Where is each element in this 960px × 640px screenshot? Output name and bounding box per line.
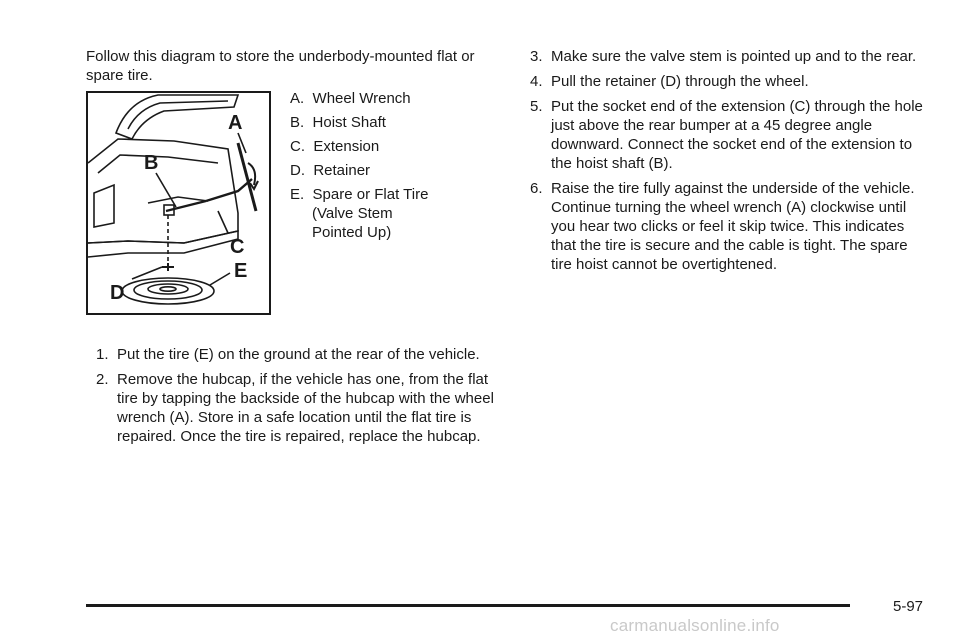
- callout-a: A: [228, 112, 243, 134]
- vehicle-body: [88, 139, 238, 243]
- steps-left: [96, 345, 496, 452]
- callout-line-e: [210, 273, 230, 285]
- callout-d: D: [110, 282, 125, 304]
- legend-item: D. Retainer: [290, 162, 371, 179]
- page-number: 5-97: [893, 598, 924, 615]
- intro-text: Follow this diagram to store the underbody-mounted flat or spare tire.: [86, 48, 475, 84]
- step-item: 4. Pull the retainer (D) through the wheel.: [530, 73, 809, 90]
- legend-item: C. Extension: [290, 138, 380, 155]
- callout-line-d: [132, 267, 162, 279]
- legend-wrap-line: Pointed Up): [312, 224, 392, 241]
- retainer: [162, 263, 174, 271]
- legend-item: E. Spare or Flat Tire (Valve Stem Pointed Up): [290, 185, 500, 242]
- spare-tire-diagram: [86, 91, 271, 315]
- step-item: 1. Put the tire (E) on the ground at the rear of the vehicle.: [96, 346, 480, 363]
- legend-item: B. Hoist Shaft: [290, 114, 386, 131]
- watermark: carmanualsonline.info: [610, 616, 780, 635]
- step-item: 2. Remove the hubcap, if the vehicle has one, from the flat tire by tapping the backside of the hubcap with the wheel wrench (A). Store in a safe location until the flat tire is repaired. Once the tire is repaired, replace the hubcap.: [96, 371, 494, 445]
- callout-e: E: [234, 260, 248, 282]
- footer-rule: [86, 604, 850, 607]
- wheel-wrench: [238, 143, 256, 211]
- diagram-legend: [290, 89, 500, 247]
- callout-c: C: [230, 236, 245, 258]
- step-item: 3. Make sure the valve stem is pointed up and to the rear.: [530, 48, 917, 65]
- step-item: 6. Raise the tire fully against the underside of the vehicle. Continue turning the wheel wrench (A) clockwise until you hear two clicks or feel it skip twice. This indicates that the tire is secure and the cable is tight. The spare tire hoist cannot be overtightened.: [530, 180, 915, 273]
- step-item: 5. Put the socket end of the extension (C) through the hole just above the rear bumper at a 45 degree angle downward. Connect the socket end of the extension to the hoist shaft (B).: [530, 98, 923, 172]
- legend-item: A. Wheel Wrench: [290, 90, 411, 107]
- callout-b: B: [144, 152, 159, 174]
- legend-wrap-line: (Valve Stem: [312, 205, 393, 222]
- steps-right: [530, 47, 930, 280]
